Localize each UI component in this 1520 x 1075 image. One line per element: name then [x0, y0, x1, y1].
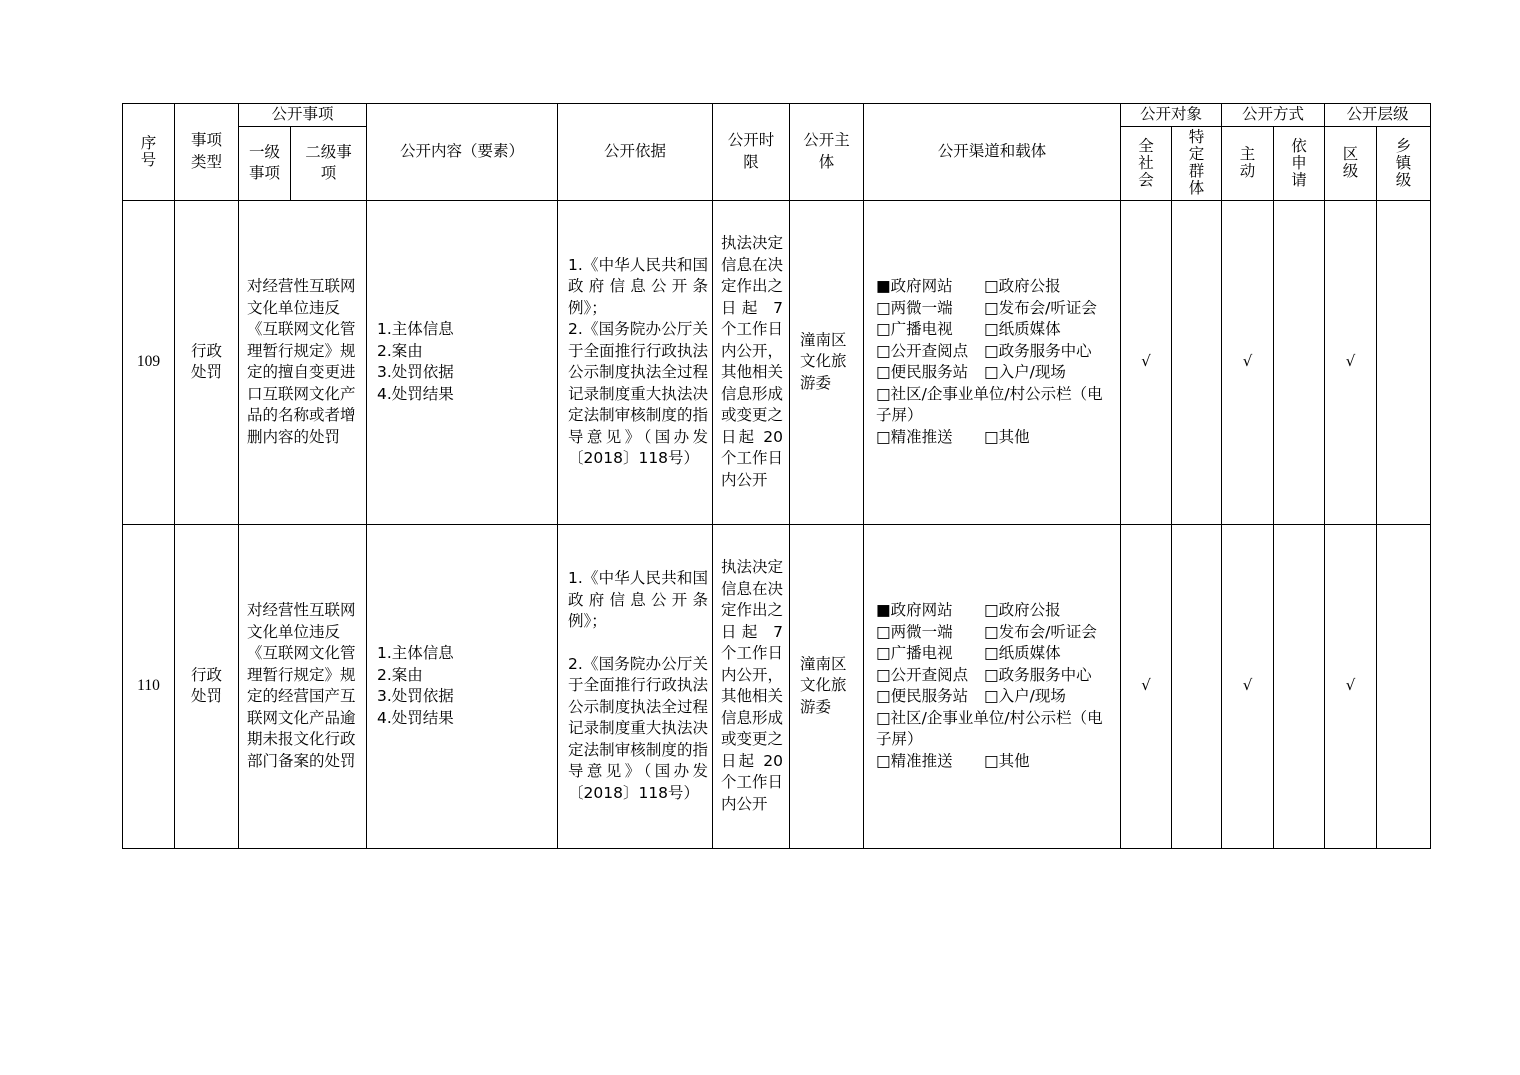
row-type: 行政处罚	[175, 200, 239, 524]
channel-line: □广播电视 □纸质媒体	[876, 644, 1061, 662]
row-content	[367, 200, 558, 524]
channel-line: □便民服务站 □入户/现场	[876, 363, 1066, 381]
channel-line: □社区/企事业单位/村公示栏（电子屏）	[876, 708, 1103, 748]
channel-line: □公开查阅点 □政务服务中心	[876, 665, 1092, 684]
basis-line: 1.《中华人民共和国政府信息公开条例》；	[568, 255, 709, 317]
row-subject: 潼南区文化旅游委	[790, 524, 864, 848]
row-basis	[558, 200, 713, 524]
row-target-all: √	[1121, 524, 1172, 848]
content-line: 3.处罚依据	[377, 687, 454, 705]
row-channels	[864, 200, 1121, 524]
channel-line: □精准推送 □其他	[876, 427, 1030, 446]
header-method: 公开方式	[1222, 104, 1325, 127]
header-target: 公开对象	[1121, 104, 1222, 127]
header-level-town: 乡镇级	[1377, 126, 1431, 200]
header-public-items: 公开事项	[239, 104, 367, 127]
row-basis	[558, 524, 713, 848]
row-channels	[864, 524, 1121, 848]
header-seq: 序号	[123, 104, 175, 201]
row-content	[367, 524, 558, 848]
content-line: 2.案由	[377, 341, 423, 360]
row-type: 行政处罚	[175, 524, 239, 848]
channel-line: □精准推送 □其他	[876, 751, 1030, 770]
basis-line: 2.《国务院办公厅关于全面推行行政执法公示制度执法全过程记录制度重大执法决定法制审核制度的指导意见》（国办发〔2018〕118号）	[568, 320, 709, 467]
header-basis: 公开依据	[558, 104, 713, 201]
header-level-district: 区级	[1325, 126, 1377, 200]
header-level: 公开层级	[1325, 104, 1431, 127]
content-line: 2.案由	[377, 665, 423, 684]
channel-line: □公开查阅点 □政务服务中心	[876, 341, 1092, 360]
row-method-active: √	[1222, 200, 1274, 524]
channel-line: □广播电视 □纸质媒体	[876, 320, 1061, 338]
row-method-active: √	[1222, 524, 1274, 848]
basis-line: 2.《国务院办公厅关于全面推行行政执法公示制度执法全过程记录制度重大执法决定法制审核制度的指导意见》（国办发〔2018〕118号）	[568, 654, 709, 802]
header-target-all: 全社会	[1121, 126, 1172, 200]
header-time-limit: 公开时限	[713, 104, 790, 201]
channel-line: ■政府网站 □政府公报	[876, 277, 1061, 295]
header-method-request: 依申请	[1274, 126, 1325, 200]
row-item: 对经营性互联网文化单位违反《互联网文化管理暂行规定》规定的经营国产互联网文化产品逾期未报文化行政部门备案的处罚	[239, 524, 367, 848]
header-subject: 公开主体	[790, 104, 864, 201]
header-channels: 公开渠道和载体	[864, 104, 1121, 201]
row-seq: 109	[123, 200, 175, 524]
row-item: 对经营性互联网文化单位违反《互联网文化管理暂行规定》规定的擅自变更进口互联网文化产品的名称或者增删内容的处罚	[239, 200, 367, 524]
content-line: 4.处罚结果	[377, 708, 454, 727]
header-target-specific: 特定群体	[1172, 126, 1222, 200]
row-level-town	[1377, 200, 1431, 524]
row-target-all: √	[1121, 200, 1172, 524]
basis-line	[568, 633, 708, 654]
content-line: 4.处罚结果	[377, 384, 454, 403]
header-level2: 二级事项	[291, 126, 367, 200]
table-row	[123, 200, 1431, 524]
row-time-limit: 执法决定信息在决定作出之日起 7 个工作日内公开，其他相关信息形成或变更之日起 20 个工作日内公开	[713, 200, 790, 524]
channel-line: □便民服务站 □入户/现场	[876, 687, 1066, 705]
row-seq: 110	[123, 524, 175, 848]
row-time-limit: 执法决定信息在决定作出之日起 7 个工作日内公开，其他相关信息形成或变更之日起 20 个工作日内公开	[713, 524, 790, 848]
header-level1: 一级事项	[239, 126, 291, 200]
table-row	[123, 524, 1431, 848]
content-line: 1.主体信息	[377, 644, 454, 662]
row-level-district: √	[1325, 524, 1377, 848]
channel-line: □两微一端 □发布会/听证会	[876, 622, 1097, 641]
row-method-request	[1274, 524, 1325, 848]
header-content: 公开内容（要素）	[367, 104, 558, 201]
row-subject: 潼南区文化旅游委	[790, 200, 864, 524]
row-level-district: √	[1325, 200, 1377, 524]
row-level-town	[1377, 524, 1431, 848]
header-type: 事项类型	[175, 104, 239, 201]
basis-line: 1.《中华人民共和国政府信息公开条例》；	[568, 569, 709, 630]
header-row-1	[123, 104, 1431, 127]
content-line: 3.处罚依据	[377, 363, 454, 381]
row-target-specific	[1172, 200, 1222, 524]
row-method-request	[1274, 200, 1325, 524]
channel-line: □两微一端 □发布会/听证会	[876, 298, 1097, 317]
channel-line: ■政府网站 □政府公报	[876, 601, 1061, 619]
row-target-specific	[1172, 524, 1222, 848]
channel-line: □社区/企事业单位/村公示栏（电子屏）	[876, 384, 1103, 424]
content-line: 1.主体信息	[377, 320, 454, 338]
disclosure-table	[122, 103, 1431, 849]
header-method-active: 主动	[1222, 126, 1274, 200]
